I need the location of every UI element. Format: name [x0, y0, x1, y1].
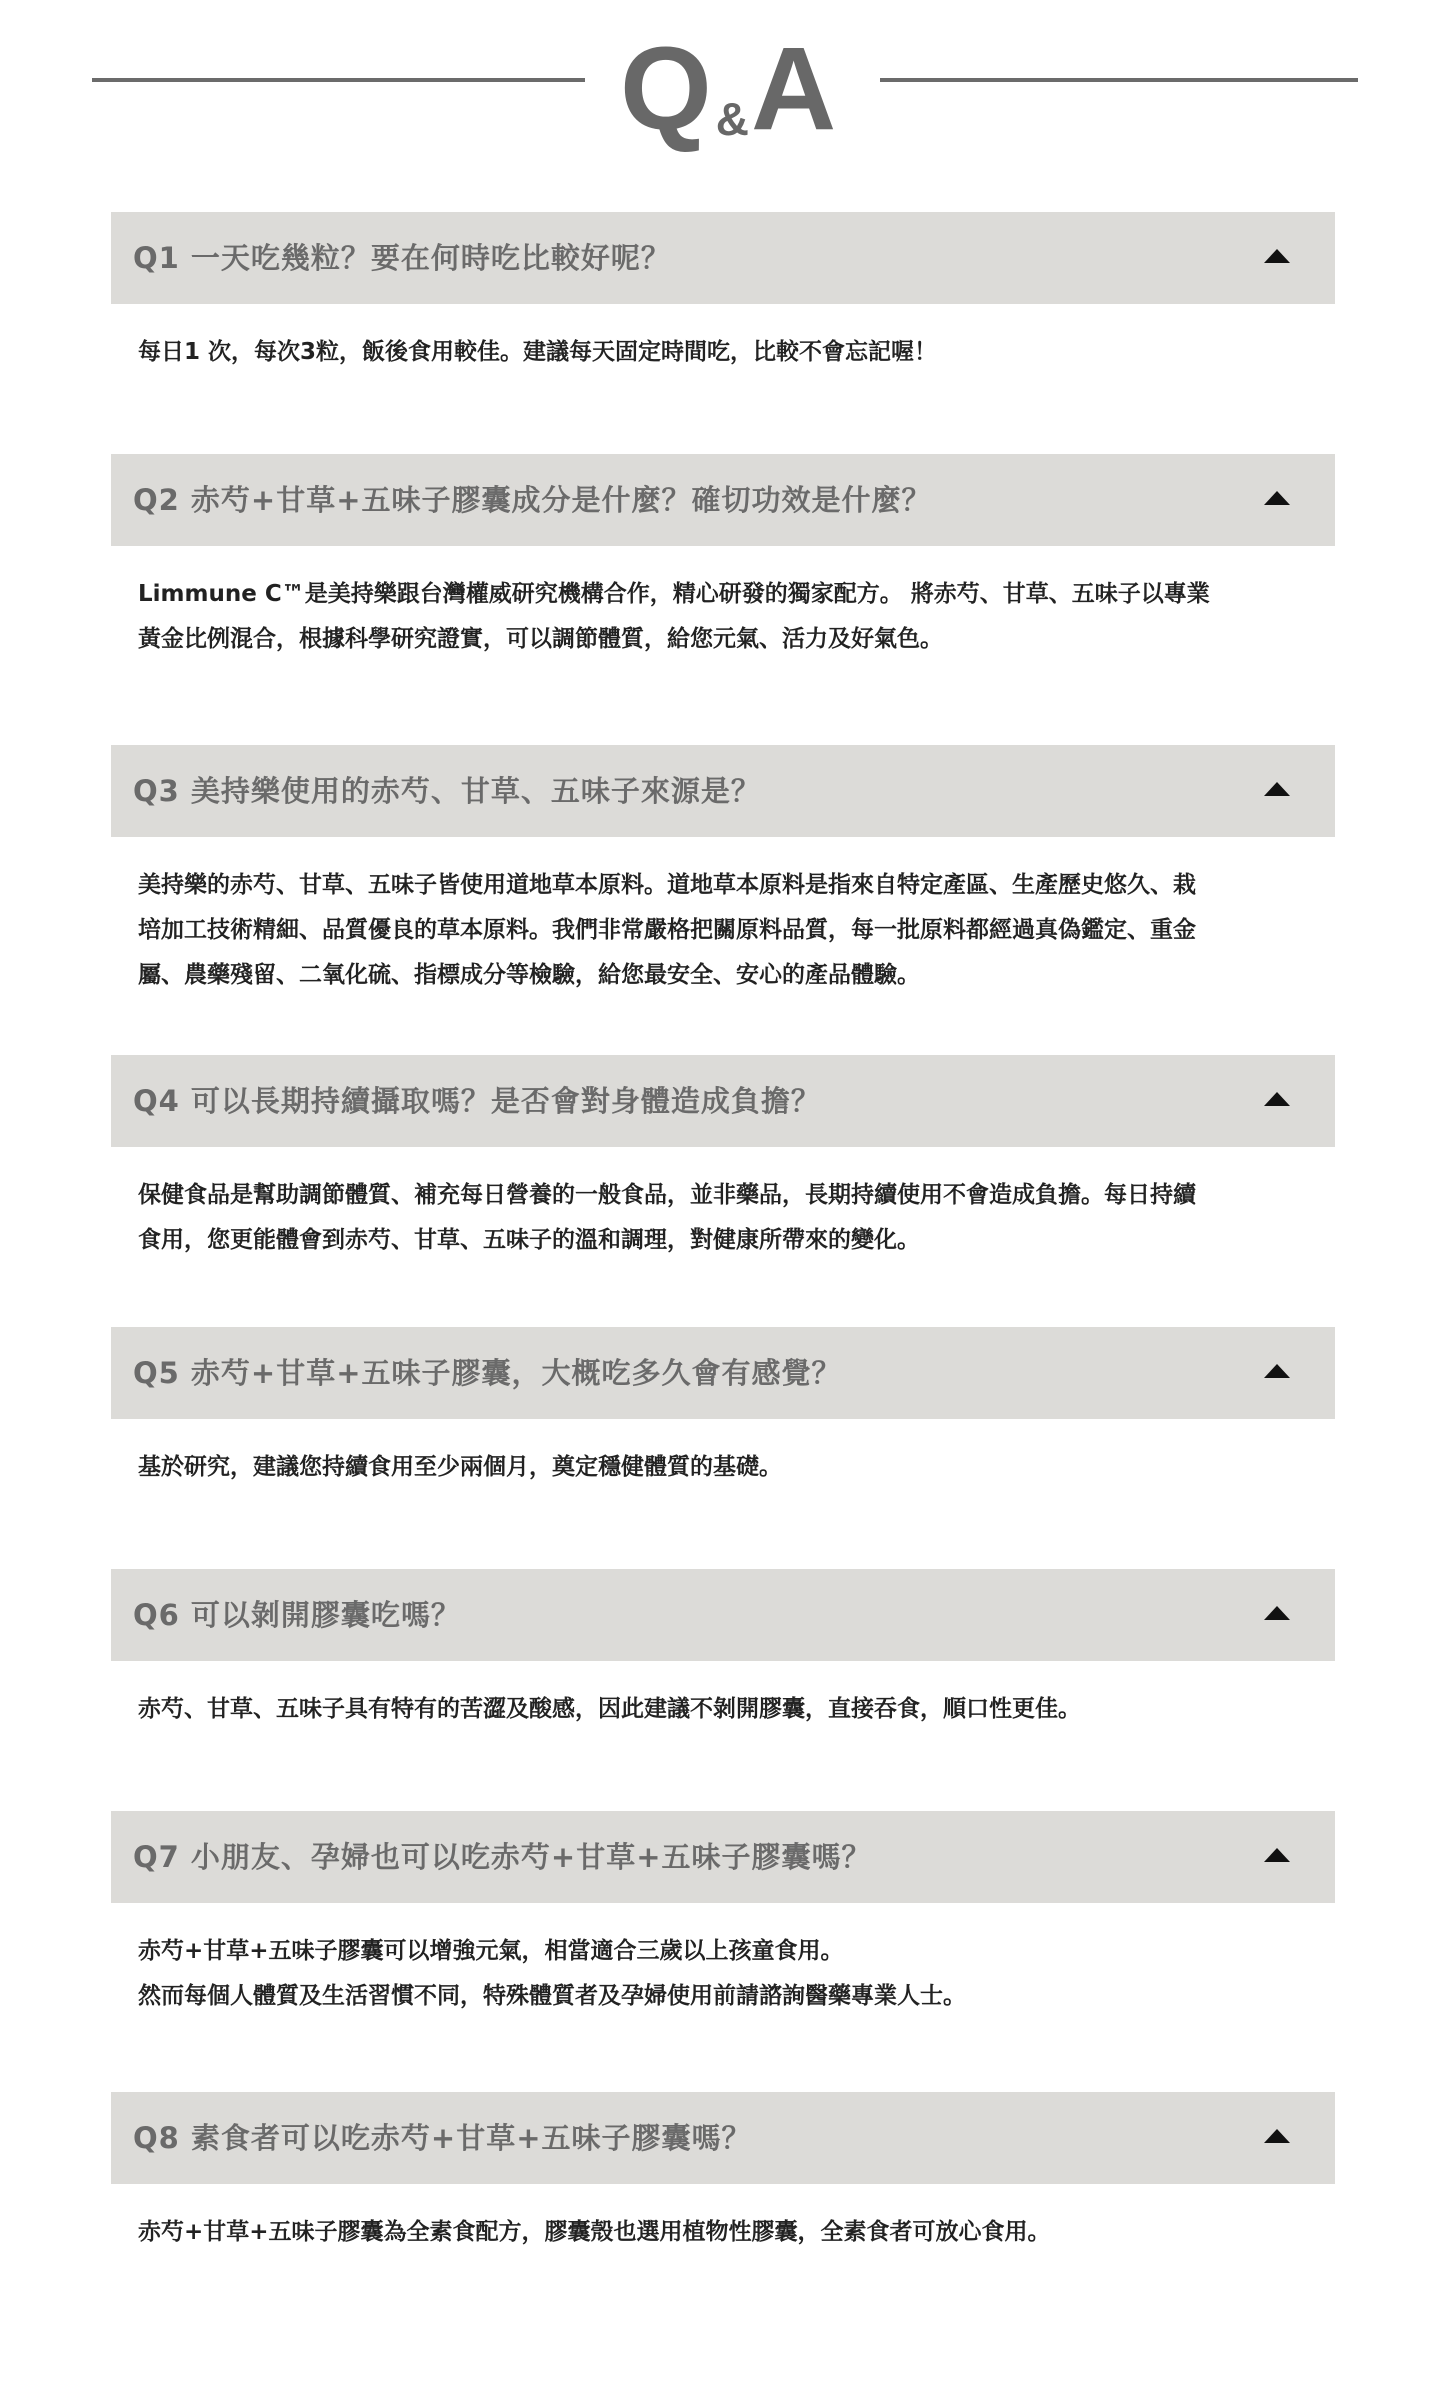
- collapse-triangle-icon[interactable]: [1264, 2129, 1290, 2143]
- qa-title: [620, 18, 837, 155]
- collapse-triangle-icon[interactable]: [1264, 1848, 1290, 1862]
- faq-question: Q3 美持樂使用的赤芍、甘草、五味子來源是？: [133, 774, 761, 808]
- faq-question: Q1 一天吃幾粒？要在何時吃比較好呢？: [133, 241, 671, 275]
- faq-question: Q7 小朋友、孕婦也可以吃赤芍+甘草+五味子膠囊嗎？: [133, 1840, 872, 1874]
- faq-item-q1: [111, 212, 1335, 454]
- faq-answer: 赤芍、甘草、五味子具有特有的苦澀及酸感，因此建議不剝開膠囊，直接吞食，順口性更佳。: [138, 1696, 1081, 1722]
- qa-title-ampersand: &: [715, 93, 750, 145]
- faq-question-bar[interactable]: [111, 1569, 1335, 1661]
- qa-title-q: Q: [620, 23, 710, 155]
- header-divider-right: [880, 78, 1358, 82]
- collapse-triangle-icon[interactable]: [1264, 1364, 1290, 1378]
- faq-item-q2: [111, 454, 1335, 745]
- faq-answer: 赤芍+甘草+五味子膠囊為全素食配方，膠囊殼也選用植物性膠囊，全素食者可放心食用。: [138, 2219, 1051, 2245]
- faq-item-q6: [111, 1569, 1335, 1811]
- qa-title-a: A: [751, 23, 837, 155]
- faq-question-bar[interactable]: [111, 1327, 1335, 1419]
- faq-question-bar[interactable]: [111, 1811, 1335, 1903]
- faq-answer: 赤芍+甘草+五味子膠囊可以增強元氣，相當適合三歲以上孩童食用。 然而每個人體質及生活習慣不同，特殊體質者及孕婦使用前請諮詢醫藥專業人士。: [138, 1938, 966, 2009]
- collapse-triangle-icon[interactable]: [1264, 1606, 1290, 1620]
- faq-question-bar[interactable]: [111, 2092, 1335, 2184]
- faq-question: Q6 可以剝開膠囊吃嗎？: [133, 1598, 461, 1632]
- qa-header: [0, 0, 1445, 160]
- faq-question-bar[interactable]: [111, 212, 1335, 304]
- faq-item-q3: [111, 745, 1335, 1055]
- faq-question-bar[interactable]: [111, 454, 1335, 546]
- faq-answer: 保健食品是幫助調節體質、補充每日營養的一般食品，並非藥品，長期持續使用不會造成負擔。每日持續 食用，您更能體會到赤芍、甘草、五味子的溫和調理，對健康所帶來的變化。: [138, 1182, 1196, 1253]
- faq-item-q5: [111, 1327, 1335, 1569]
- header-divider-left: [92, 78, 585, 82]
- collapse-triangle-icon[interactable]: [1264, 1092, 1290, 1106]
- faq-question: Q8 素食者可以吃赤芍+甘草+五味子膠囊嗎？: [133, 2121, 752, 2155]
- faq-answer: 基於研究，建議您持續食用至少兩個月，奠定穩健體質的基礎。: [138, 1454, 782, 1480]
- faq-question: Q4 可以長期持續攝取嗎？是否會對身體造成負擔？: [133, 1084, 821, 1118]
- faq-answer: 美持樂的赤芍、甘草、五味子皆使用道地草本原料。道地草本原料是指來自特定產區、生產歷史悠久、栽 培加工技術精細、品質優良的草本原料。我們非常嚴格把關原料品質，每一批原料都經過真偽鑑定、重金 屬、農藥殘留、二氧化硫、指標成分等檢驗，給您最安全、安心的產品體驗。: [138, 872, 1196, 988]
- faq-item-q8: [111, 2092, 1335, 2292]
- faq-item-q7: [111, 1811, 1335, 2092]
- faq-question-bar[interactable]: [111, 1055, 1335, 1147]
- faq-list: [111, 212, 1335, 2292]
- collapse-triangle-icon[interactable]: [1264, 491, 1290, 505]
- faq-question: Q5 赤芍+甘草+五味子膠囊，大概吃多久會有感覺？: [133, 1356, 842, 1390]
- collapse-triangle-icon[interactable]: [1264, 782, 1290, 796]
- collapse-triangle-icon[interactable]: [1264, 249, 1290, 263]
- faq-answer: Limmune C™是美持樂跟台灣權威研究機構合作，精心研發的獨家配方。 將赤芍、甘草、五味子以專業 黃金比例混合，根據科學研究證實，可以調節體質，給您元氣、活力及好氣色。: [138, 581, 1210, 652]
- faq-answer: 每日1 次，每次3粒，飯後食用較佳。建議每天固定時間吃，比較不會忘記喔！: [138, 339, 938, 365]
- faq-question: Q2 赤芍+甘草+五味子膠囊成分是什麼？確切功效是什麼？: [133, 483, 932, 517]
- faq-item-q4: [111, 1055, 1335, 1327]
- faq-question-bar[interactable]: [111, 745, 1335, 837]
